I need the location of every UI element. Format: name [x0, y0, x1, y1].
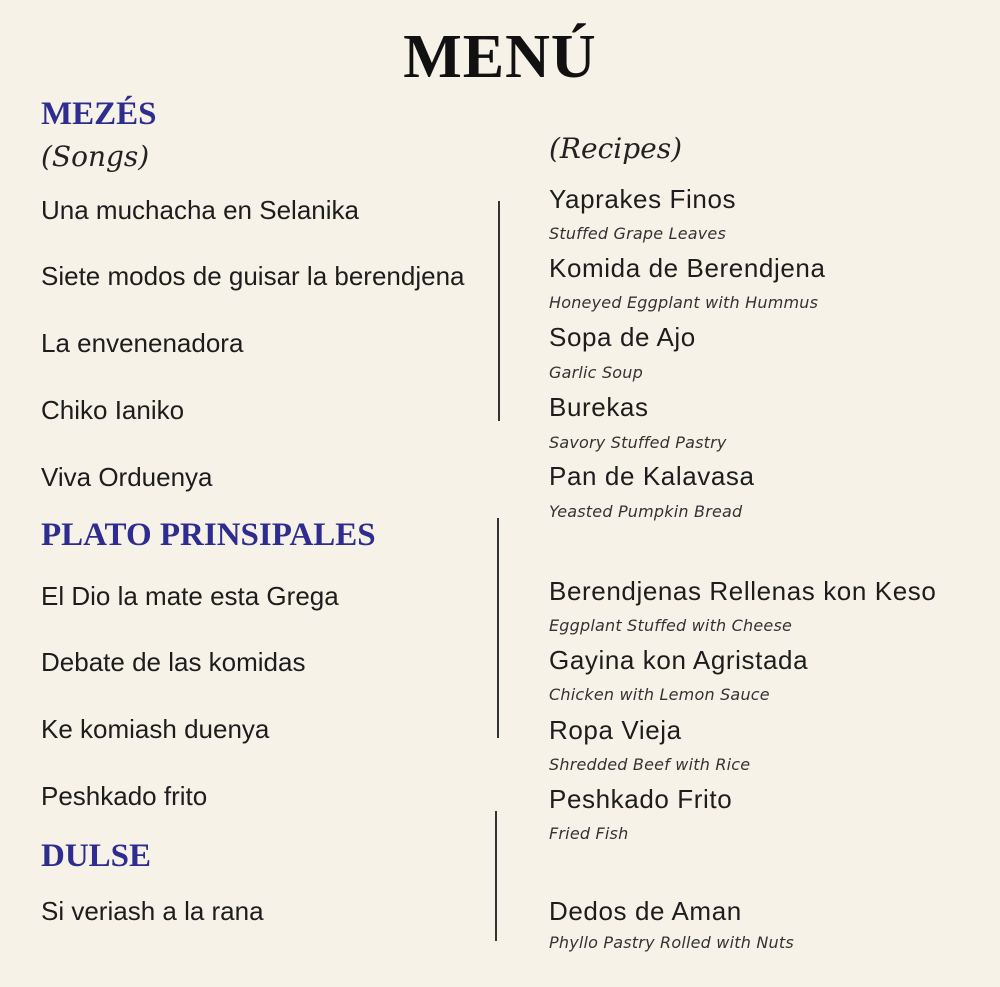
- column-divider: [498, 201, 500, 421]
- recipe-name: Sopa de Ajo: [549, 322, 696, 352]
- recipe-description: Yeasted Pumpkin Bread: [549, 502, 743, 521]
- song-item: Chiko Ianiko: [41, 395, 185, 425]
- section-heading-dulse: DULSE: [41, 838, 152, 874]
- recipe-name: Burekas: [549, 392, 649, 422]
- column-divider: [497, 518, 499, 738]
- song-item: El Dio la mate esta Grega: [41, 581, 339, 611]
- song-item: Ke komiash duenya: [41, 714, 270, 744]
- song-item: Peshkado frito: [41, 781, 208, 811]
- song-item: Si veriash a la rana: [41, 896, 264, 926]
- song-item: Viva Orduenya: [41, 462, 213, 492]
- column-divider: [495, 811, 497, 941]
- songs-label: (Songs): [41, 140, 150, 173]
- recipe-description: Savory Stuffed Pastry: [549, 433, 727, 452]
- recipe-name: Pan de Kalavasa: [549, 461, 755, 491]
- recipe-name: Dedos de Aman: [549, 896, 742, 926]
- recipe-description: Eggplant Stuffed with Cheese: [549, 616, 793, 635]
- recipe-description: Stuffed Grape Leaves: [549, 224, 726, 243]
- recipe-description: Garlic Soup: [549, 363, 643, 382]
- recipes-label: (Recipes): [549, 132, 682, 165]
- recipe-description: Fried Fish: [549, 824, 629, 843]
- page-title: MENÚ: [403, 23, 597, 91]
- song-item: Siete modos de guisar la berendjena: [41, 261, 465, 291]
- recipe-description: Shredded Beef with Rice: [549, 755, 751, 774]
- recipe-name: Komida de Berendjena: [549, 253, 826, 283]
- song-item: Debate de las komidas: [41, 647, 306, 677]
- song-item: La envenenadora: [41, 328, 244, 358]
- recipe-name: Berendjenas Rellenas kon Keso: [549, 576, 937, 606]
- recipe-name: Gayina kon Agristada: [549, 645, 809, 675]
- recipe-name: Ropa Vieja: [549, 715, 682, 745]
- recipe-description: Phyllo Pastry Rolled with Nuts: [549, 933, 794, 952]
- song-item: Una muchacha en Selanika: [41, 195, 359, 225]
- recipe-name: Yaprakes Finos: [549, 184, 737, 214]
- section-heading-plato: PLATO PRINSIPALES: [41, 517, 376, 553]
- recipe-description: Chicken with Lemon Sauce: [549, 685, 770, 704]
- recipe-name: Peshkado Frito: [549, 784, 733, 814]
- section-heading-mezes: MEZÉS: [41, 96, 157, 132]
- recipe-description: Honeyed Eggplant with Hummus: [549, 293, 819, 312]
